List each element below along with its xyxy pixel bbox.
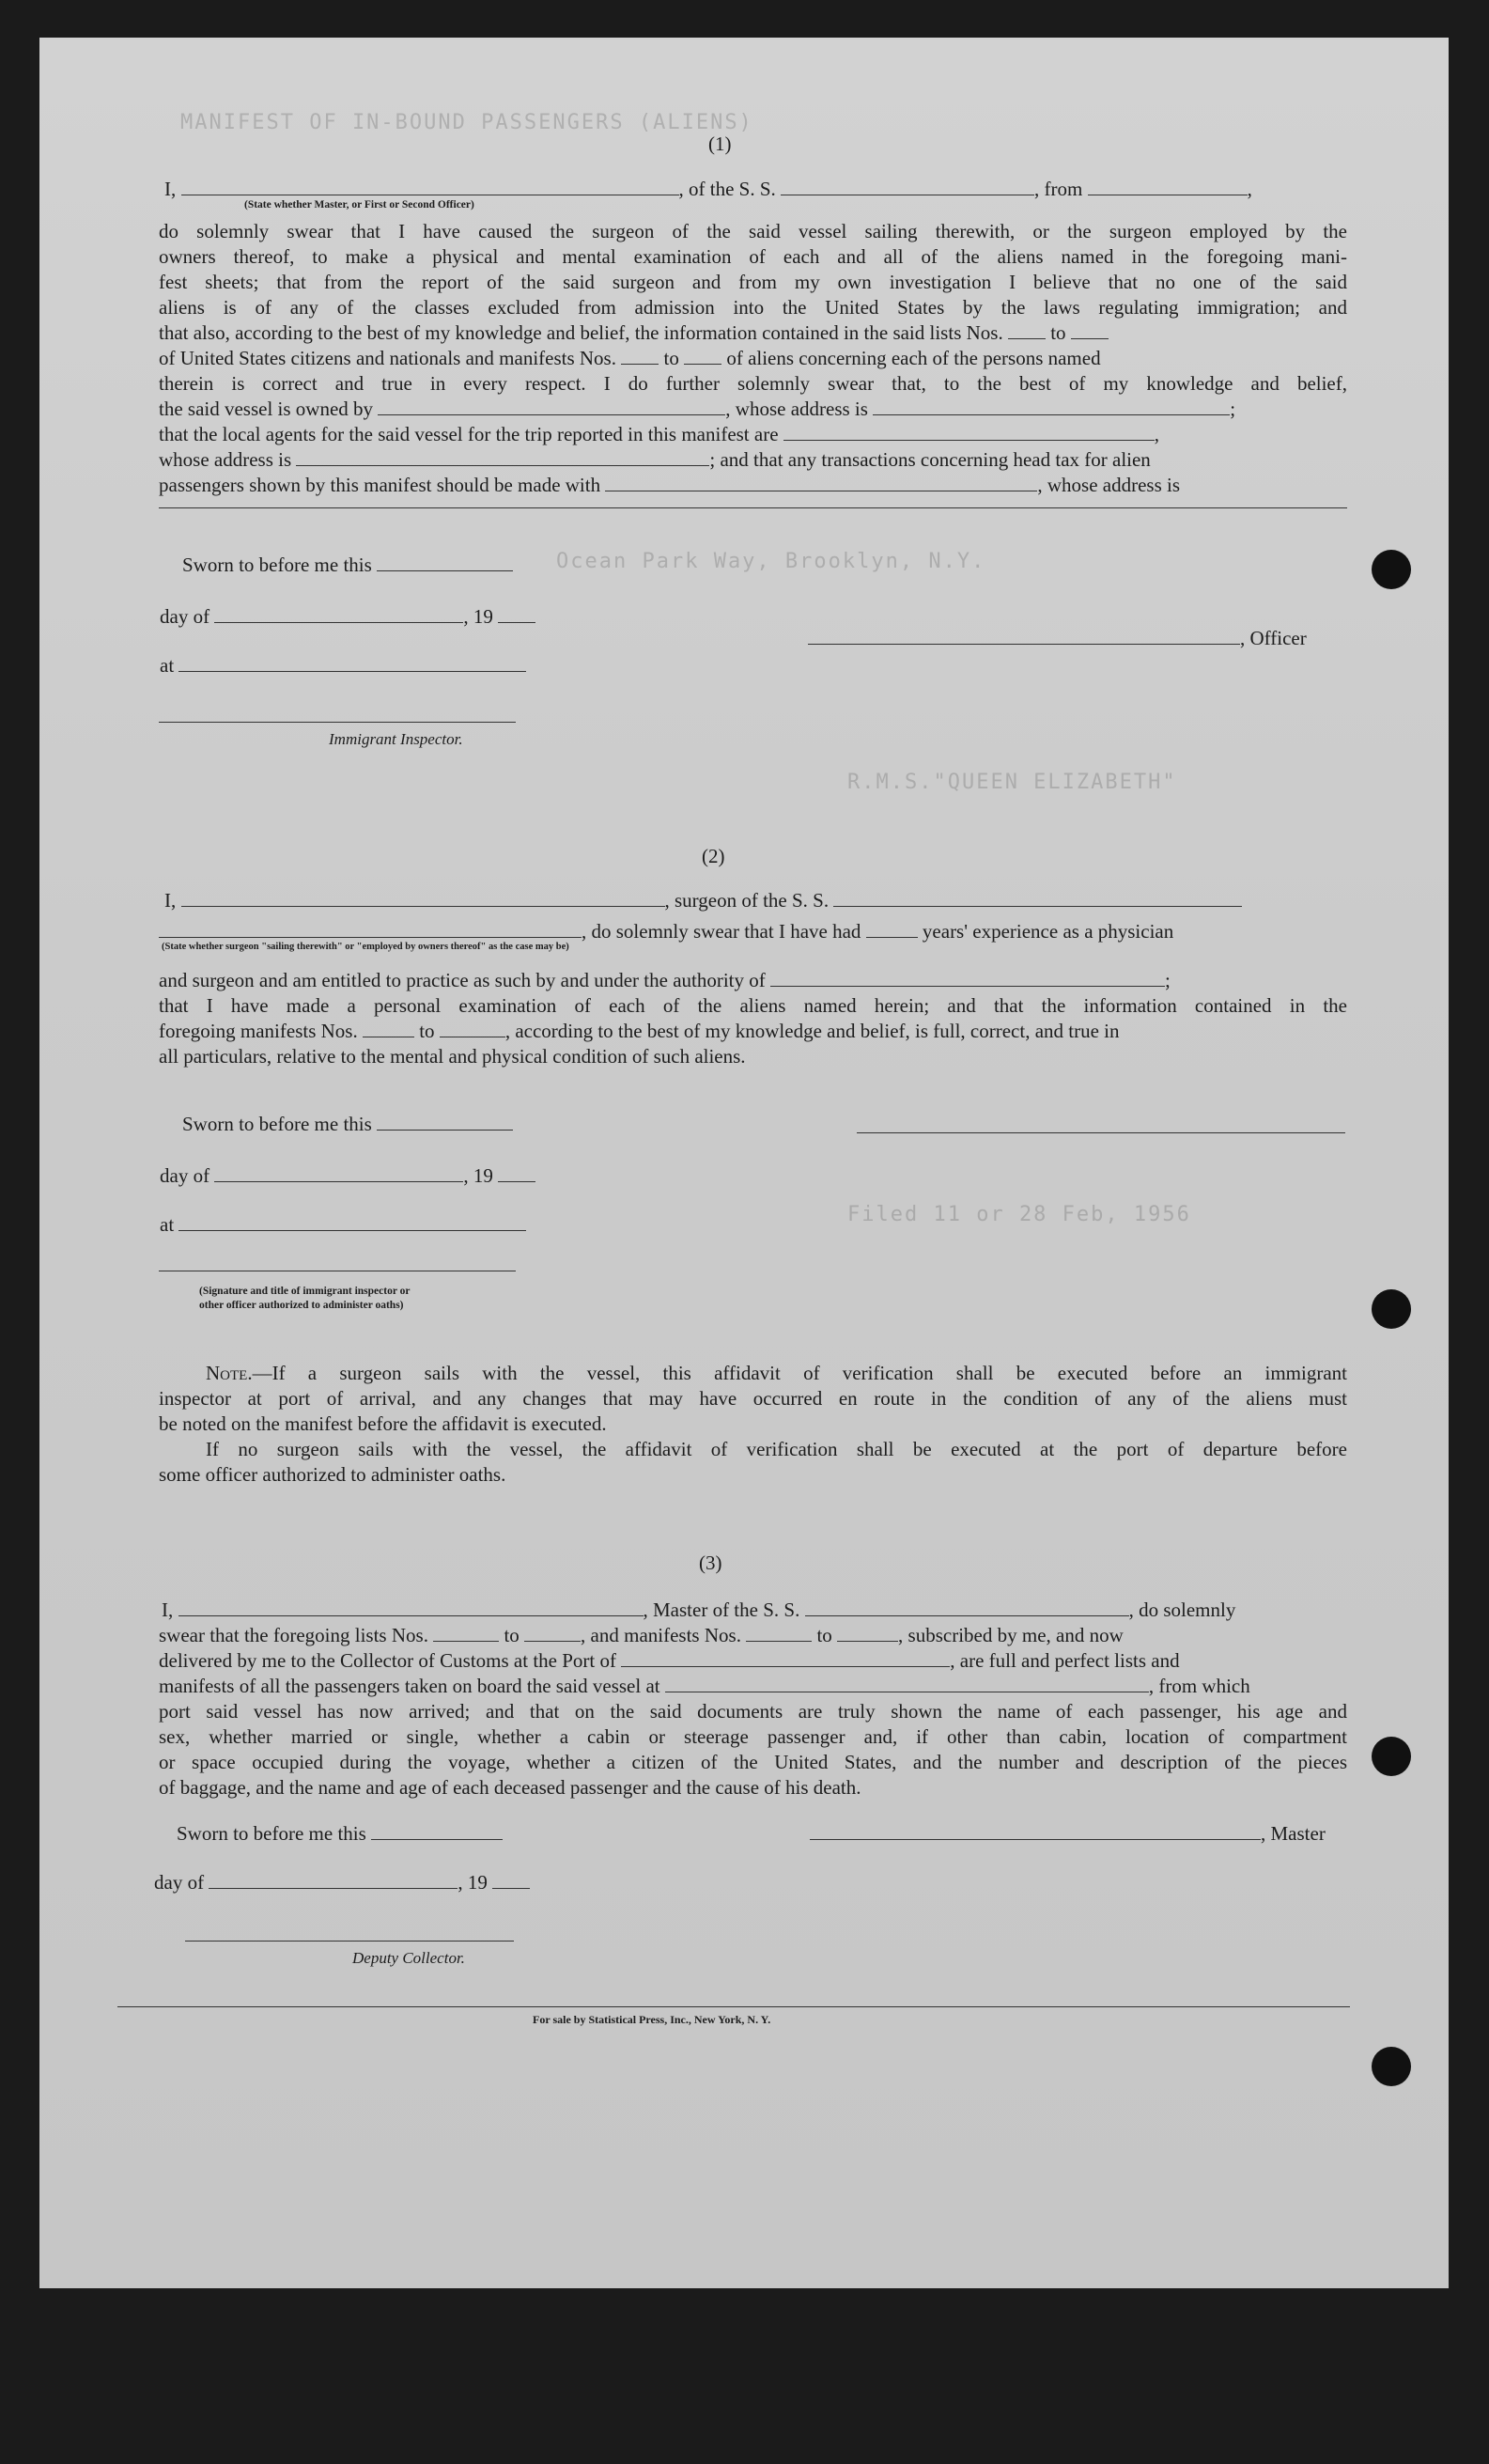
signature-line xyxy=(159,507,1347,508)
note-label: Note. xyxy=(206,1362,253,1384)
text: Sworn to before me this xyxy=(182,1113,372,1135)
note-line-3: be noted on the manifest before the affidavit is executed. xyxy=(159,1412,607,1435)
text: , Officer xyxy=(1240,627,1307,649)
agent-address-line xyxy=(159,447,1151,473)
bleed-through-text: Ocean Park Way, Brooklyn, N.Y. xyxy=(556,550,986,573)
text: I, xyxy=(164,178,177,200)
text: , 19 xyxy=(463,605,493,628)
deputy-signature-line xyxy=(185,1941,514,1942)
bleed-through-text: Filed 11 or 28 Feb, 1956 xyxy=(847,1203,1191,1226)
text: ; and that any transactions concerning head tax for alien xyxy=(709,448,1151,471)
section-3-day xyxy=(154,1870,530,1895)
blank-lists-from[interactable] xyxy=(1008,321,1046,339)
text: that the local agents for the said vessel for the trip reported in this manifest are xyxy=(159,423,779,445)
section-2-at xyxy=(160,1212,526,1238)
text: , 19 xyxy=(463,1164,493,1187)
section-1-body-manifests-line xyxy=(159,346,1101,371)
text: , whose address is xyxy=(725,398,868,420)
text: that also, according to the best of my knowledge and belief, the information contained in the said lists Nos. xyxy=(159,321,1003,344)
section-1-day xyxy=(160,604,535,630)
text: years' experience as a physician xyxy=(922,920,1174,943)
blank-vessel-name[interactable] xyxy=(781,178,1034,195)
text: , and manifests Nos. xyxy=(581,1624,741,1646)
sig-caption-2: other officer authorized to administer oaths) xyxy=(199,1300,404,1311)
text: to xyxy=(504,1624,520,1646)
text: day of xyxy=(160,1164,210,1187)
text: I, xyxy=(162,1598,174,1621)
blank-place-2[interactable] xyxy=(178,1213,526,1231)
deputy-collector-caption: Deputy Collector. xyxy=(352,1949,465,1967)
text: —If a surgeon sails with the vessel, this affidavit of verification shall be executed before an immigrant xyxy=(252,1362,1347,1384)
text: , from xyxy=(1034,178,1083,200)
section-3-body-line: or space occupied during the voyage, whether a citizen of the United States, and the number and description of the pieces xyxy=(159,1751,1347,1773)
blank-s2-manifests-to[interactable] xyxy=(440,1020,505,1037)
text: , are full and perfect lists and xyxy=(950,1649,1180,1672)
section-3-number: (3) xyxy=(699,1552,722,1574)
text: Sworn to before me this xyxy=(177,1822,366,1845)
text: to xyxy=(663,347,679,369)
text: passengers shown by this manifest should be made with xyxy=(159,474,601,496)
text: , of the S. S. xyxy=(678,178,776,200)
section-1-at xyxy=(160,653,526,678)
blank-owner[interactable] xyxy=(378,398,725,415)
section-2-sworn xyxy=(182,1112,513,1137)
head-tax-line xyxy=(159,473,1180,498)
section-2-foregoing-line xyxy=(159,1019,1120,1044)
note-line-4: If no surgeon sails with the vessel, the affidavit of verification shall be executed at the port of departure before xyxy=(206,1438,1347,1460)
section-1-number: (1) xyxy=(708,133,732,155)
text: , subscribed by me, and now xyxy=(898,1624,1124,1646)
surgeon-signature-line xyxy=(857,1132,1345,1133)
blank-year-1[interactable] xyxy=(498,605,535,623)
section-1-sworn xyxy=(182,553,513,578)
immigrant-inspector-caption: Immigrant Inspector. xyxy=(329,730,463,748)
sig-caption-1: (Signature and title of immigrant inspector or xyxy=(199,1286,411,1297)
section-3-body-line: sex, whether married or single, whether a cabin or steerage passenger and, if other than cabin, location of compartment xyxy=(159,1725,1347,1748)
blank-master-signature[interactable] xyxy=(810,1822,1261,1840)
section-1-body-line: do solemnly swear that I have caused the surgeon of the said vessel sailing therewith, or the surgeon employed by the xyxy=(159,220,1347,242)
binder-hole xyxy=(1372,1289,1411,1329)
text: , 19 xyxy=(458,1871,488,1894)
blank-day-month-2[interactable] xyxy=(214,1164,463,1182)
footer-printer: For sale by Statistical Press, Inc., New York, N. Y. xyxy=(533,2013,771,2026)
text: at xyxy=(160,1213,175,1236)
bleed-through-text: R.M.S."QUEEN ELIZABETH" xyxy=(847,771,1177,794)
text: day of xyxy=(160,605,210,628)
section-3-sworn xyxy=(177,1821,503,1847)
blank-licensing-authority[interactable] xyxy=(770,969,1165,987)
blank-day-month-3[interactable] xyxy=(209,1871,458,1889)
blank-sworn-date-3[interactable] xyxy=(371,1822,503,1840)
section-1-body-line: fest sheets; that from the report of the said surgeon and from my own investigation I believe that no one of the said xyxy=(159,271,1347,293)
blank-manifests-to[interactable] xyxy=(684,347,721,365)
caption-master: (State whether Master, or First or Second Officer) xyxy=(244,199,474,211)
blank-manifests-from[interactable] xyxy=(621,347,659,365)
section-3-line-1 xyxy=(162,1598,1235,1623)
blank-s3-vessel[interactable] xyxy=(805,1598,1129,1616)
section-3-line-4 xyxy=(159,1674,1250,1699)
blank-officer-signature[interactable] xyxy=(808,627,1240,645)
note-line-1 xyxy=(206,1361,1347,1386)
section-3-line-2 xyxy=(159,1623,1124,1648)
section-1-line-1: I, , of the S. S. , from , xyxy=(164,178,1252,200)
section-1-body-lists-line xyxy=(159,320,1109,346)
manifest-verification-form xyxy=(39,38,1449,2288)
section-3-body-line: port said vessel has now arrived; and that on the said documents are truly shown the name of each passenger, his age and xyxy=(159,1700,1347,1723)
text: , according to the best of my knowledge and belief, is full, correct, and true in xyxy=(504,1020,1120,1042)
blank-surgeon-name[interactable] xyxy=(181,889,665,907)
text: delivered by me to the Collector of Customs at the Port of xyxy=(159,1649,616,1672)
binder-hole xyxy=(1372,550,1411,589)
blank-lists-to[interactable] xyxy=(1071,321,1109,339)
binder-hole xyxy=(1372,2047,1411,2086)
text: and surgeon and am entitled to practice as such by and under the authority of xyxy=(159,969,766,991)
section-2-line-1 xyxy=(164,888,1242,913)
note-line-2: inspector at port of arrival, and any changes that may have occurred en route in the condition of any of the aliens must xyxy=(159,1387,1347,1410)
section-1-body-line: owners thereof, to make a physical and mental examination of each and all of the aliens named in the foregoing mani- xyxy=(159,245,1347,268)
section-2-particulars: all particulars, relative to the mental and physical condition of such aliens. xyxy=(159,1045,746,1068)
text: , whose address is xyxy=(1037,474,1181,496)
section-2-number: (2) xyxy=(702,845,725,867)
section-1-body-line: aliens is of any of the classes excluded from admission into the United States by the laws regulating immigration; and xyxy=(159,296,1347,319)
section-2-licensed-line: and surgeon and am entitled to practice as such by and under the authority of ; xyxy=(159,969,1171,991)
blank-port-of-embarkation[interactable] xyxy=(665,1675,1149,1692)
blank-s3-manifests-to[interactable] xyxy=(837,1624,898,1642)
text: of United States citizens and nationals and manifests Nos. xyxy=(159,347,616,369)
blank-sworn-date-1[interactable] xyxy=(377,554,513,571)
blank-from-port[interactable] xyxy=(1088,178,1248,195)
text: , do solemnly swear that I have had xyxy=(582,920,861,943)
inspector-signature-line xyxy=(159,722,516,723)
text: , surgeon of the S. S. xyxy=(664,889,830,912)
text: to xyxy=(1050,321,1066,344)
section-1-body-line: therein is correct and true in every respect. I do further solemnly swear that, to the best of my knowledge and belief, xyxy=(159,372,1347,395)
binder-hole xyxy=(1372,1737,1411,1776)
blank-s3-lists-from[interactable] xyxy=(433,1624,499,1642)
section-2-exam-line: that I have made a personal examination of each of the aliens named herein; and that the information contained in the xyxy=(159,994,1347,1017)
footer-rule xyxy=(117,2006,1350,2007)
text: I, xyxy=(164,889,177,912)
section-2-line-2 xyxy=(159,919,1173,944)
text: day of xyxy=(154,1871,205,1894)
owned-by-line: the said vessel is owned by , whose address is ; xyxy=(159,398,1236,420)
section-3-line-3 xyxy=(159,1648,1180,1674)
blank-sworn-date-2[interactable] xyxy=(377,1113,513,1131)
local-agents-line: that the local agents for the said vessel for the trip reported in this manifest are , xyxy=(159,423,1160,445)
note-line-5: some officer authorized to administer oaths. xyxy=(159,1463,506,1486)
blank-local-agents[interactable] xyxy=(783,423,1155,441)
bleed-through-text: MANIFEST OF IN-BOUND PASSENGERS (ALIENS) xyxy=(180,111,753,134)
blank-s3-master[interactable] xyxy=(178,1598,644,1616)
master-signature xyxy=(810,1821,1326,1847)
blank-master-name[interactable] xyxy=(181,178,679,195)
blank-surgeon-vessel[interactable] xyxy=(833,889,1242,907)
blank-year-3[interactable] xyxy=(492,1871,530,1889)
text: , do solemnly xyxy=(1128,1598,1236,1621)
blank-s3-manifests-from[interactable] xyxy=(746,1624,812,1642)
blank-s2-manifests-from[interactable] xyxy=(363,1020,414,1037)
blank-head-tax-party[interactable] xyxy=(605,474,1037,491)
text: , Master xyxy=(1261,1822,1326,1845)
section-2-day xyxy=(160,1163,535,1189)
text: Sworn to before me this xyxy=(182,554,372,576)
section-3-body-line: of baggage, and the name and age of each deceased passenger and the cause of his death. xyxy=(159,1776,861,1799)
blank-place-1[interactable] xyxy=(178,654,526,672)
text: , from which xyxy=(1148,1675,1250,1697)
text: to xyxy=(419,1020,435,1042)
text: of aliens concerning each of the persons named xyxy=(726,347,1101,369)
text: , Master of the S. S. xyxy=(643,1598,800,1621)
text: swear that the foregoing lists Nos. xyxy=(159,1624,428,1646)
blank-surgeon-status[interactable] xyxy=(159,920,582,938)
text: to xyxy=(816,1624,832,1646)
blank-year-2[interactable] xyxy=(498,1164,535,1182)
text: at xyxy=(160,654,175,677)
text: the said vessel is owned by xyxy=(159,398,374,420)
text: manifests of all the passengers taken on board the said vessel at xyxy=(159,1675,660,1697)
blank-owner-address[interactable] xyxy=(873,398,1230,415)
text: foregoing manifests Nos. xyxy=(159,1020,358,1042)
blank-agent-address[interactable] xyxy=(296,448,709,466)
blank-years-experience[interactable] xyxy=(866,920,918,938)
text: whose address is xyxy=(159,448,292,471)
blank-port-of-arrival[interactable] xyxy=(621,1649,950,1667)
blank-day-month-1[interactable] xyxy=(214,605,463,623)
officer-signature xyxy=(808,626,1307,651)
caption-surgeon-status: (State whether surgeon "sailing therewith" or "employed by owners thereof" as the case may be) xyxy=(162,942,569,952)
blank-s3-lists-to[interactable] xyxy=(524,1624,581,1642)
